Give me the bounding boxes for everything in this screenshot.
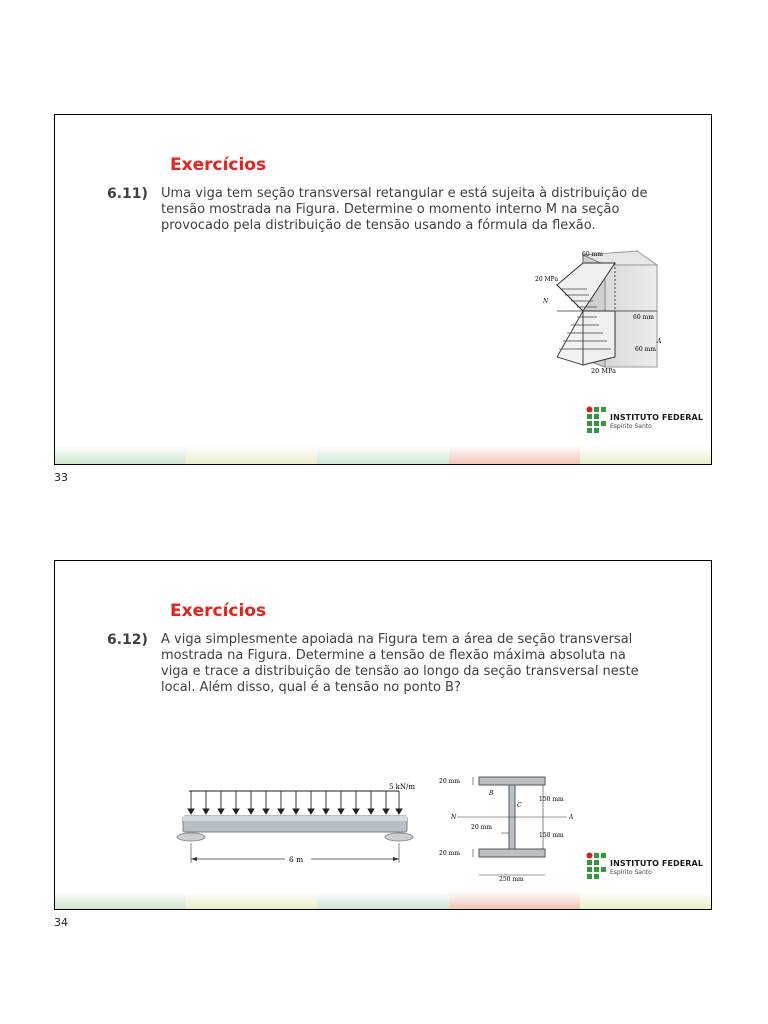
exercise-number: 6.11) xyxy=(107,186,148,202)
slide-33 xyxy=(54,114,712,465)
web-height-bottom: 150 mm xyxy=(539,832,564,839)
institute-logo xyxy=(586,406,704,438)
exercise-text: A viga simplesmente apoiada na Figura tem a área de seção transversal mostrada na Figura. Determine a tensão de flexão máxima absoluta na viga e trace a distribuição de tensão ao longo da seção transversal neste local. Além disso, qual é a tensão no ponto B? xyxy=(161,632,639,695)
exercise-text: Uma viga tem seção transversal retangular e está sujeita à distribuição de tensão mostrada na Figura. Determine o momento interno M na seção provocado pela distribuição de tensão usando a fórmula da flexão. xyxy=(161,186,648,233)
page-number: 33 xyxy=(54,471,68,484)
stress-distribution-figure xyxy=(527,245,667,380)
flange-thickness-bottom: 20 mm xyxy=(439,850,460,857)
web-height-top: 150 mm xyxy=(539,796,564,803)
institute-logo xyxy=(586,852,704,884)
span-length-label: 6 m xyxy=(289,855,304,864)
footer-stripe xyxy=(55,446,711,464)
logo-subtitle: Espírito Santo xyxy=(610,423,652,430)
footer-stripe xyxy=(55,891,711,909)
web-thickness-label: 20 mm xyxy=(471,824,492,831)
exercise-number: 6.12) xyxy=(107,632,148,648)
point-label-b: B xyxy=(489,790,494,797)
dim-label-60mm-top: 60 mm xyxy=(582,251,603,258)
beam-load-figure xyxy=(167,779,429,875)
axis-label-n: N xyxy=(543,298,549,305)
load-label: 5 kN/m xyxy=(389,783,416,791)
slide-title: Exercícios xyxy=(170,155,267,175)
page-number: 34 xyxy=(54,916,68,929)
dim-label-60mm-bottom: 60 mm xyxy=(635,346,656,353)
flange-width-label: 250 mm xyxy=(499,876,524,883)
logo-grid-icon xyxy=(586,406,608,436)
axis-label-n: N xyxy=(451,814,457,821)
axis-label-a: A xyxy=(569,814,574,821)
point-label-a: A xyxy=(657,338,662,345)
cross-section-figure xyxy=(433,767,585,889)
flange-thickness-top: 20 mm xyxy=(439,778,460,785)
stress-label-bottom: 20 MPa xyxy=(591,367,616,375)
logo-title: INSTITUTO FEDERAL xyxy=(610,859,704,868)
logo-title: INSTITUTO FEDERAL xyxy=(610,413,704,422)
dim-label-60mm-mid: 60 mm xyxy=(633,314,654,321)
logo-subtitle: Espírito Santo xyxy=(610,869,652,876)
stress-label-top: 20 MPa xyxy=(535,276,559,283)
logo-grid-icon xyxy=(586,852,608,882)
slide-34 xyxy=(54,560,712,910)
point-label-c: C xyxy=(517,802,522,809)
slide-title: Exercícios xyxy=(170,601,267,621)
